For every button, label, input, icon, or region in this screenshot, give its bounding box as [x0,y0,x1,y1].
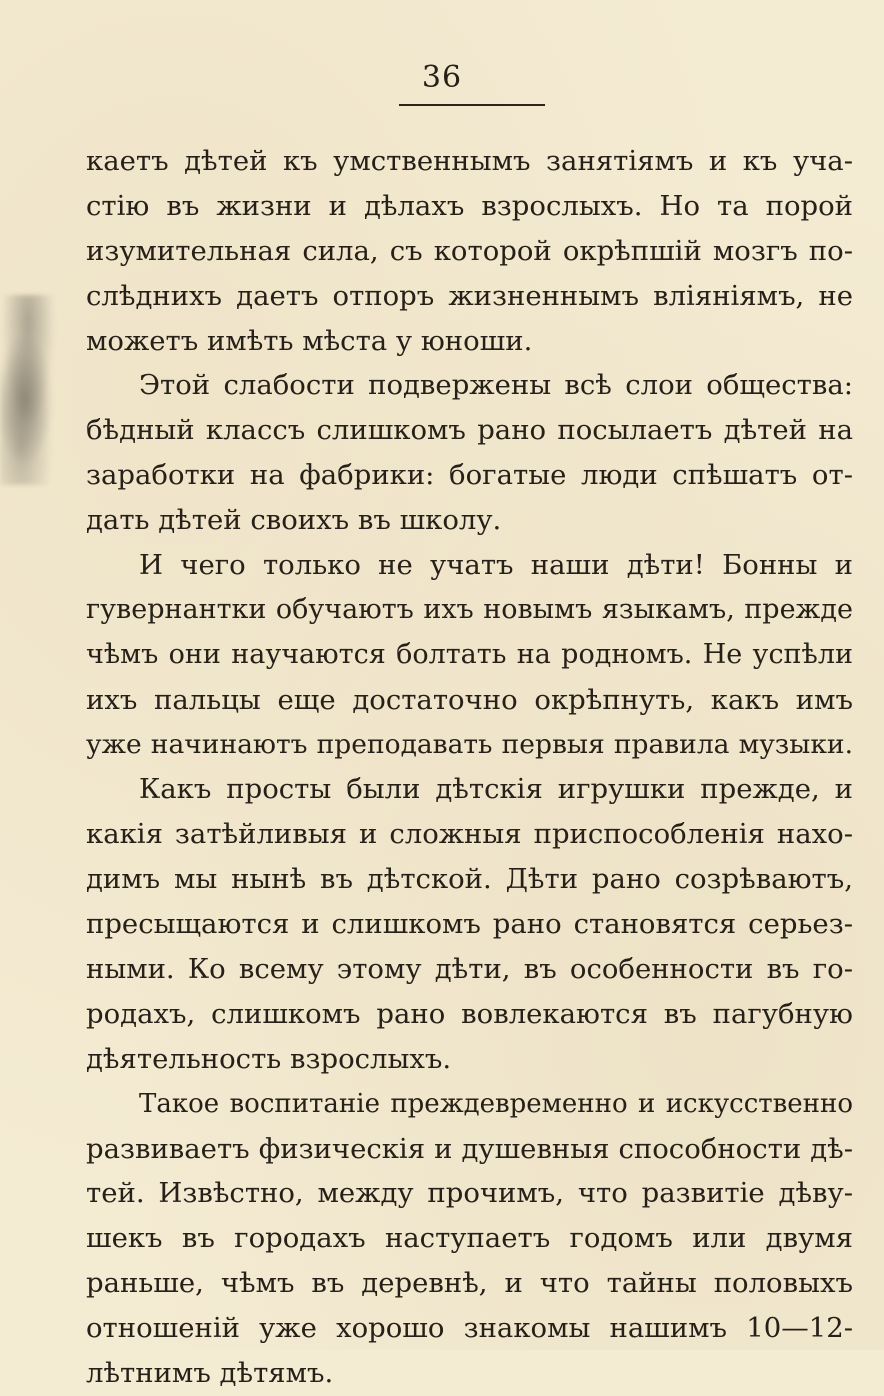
text-line: какія затѣйливыя и сложныя приспособленія нахо- [86,818,853,851]
text-line: можетъ имѣть мѣста у юноши. [86,324,533,357]
text-line: слѣднихъ даетъ отпоръ жизненнымъ вліяніямъ, не [86,279,853,312]
text-line: дать дѣтей своихъ въ школу. [86,504,502,537]
text-line: раньше, чѣмъ въ деревнѣ, и что тайны половыхъ [86,1267,853,1300]
text-line: Этой слабости подвержены всѣ слои общества: [139,369,853,402]
text-line: тей. Извѣстно, между прочимъ, что развитіе дѣву- [86,1177,853,1210]
text-line: развиваетъ физическія и душевныя способности дѣ- [86,1132,853,1165]
body-text [86,139,853,1396]
text-line: гувернантки обучаютъ ихъ новымъ языкамъ, прежде [86,593,853,625]
text-line: Такое воспитаніе преждевременно и искусственно [139,1088,853,1119]
text-line: шекъ въ городахъ наступаетъ годомъ или двумя [86,1222,853,1255]
text-line: каетъ дѣтей къ умственнымъ занятіямъ и къ уча- [86,145,853,177]
header-rule [399,104,545,106]
text-line: уже начинаютъ преподавать первыя правила музыки. [86,728,853,760]
text-line: родахъ, слишкомъ рано вовлекаются въ пагубную [86,997,853,1030]
text-line: чѣмъ они научаются болтать на родномъ. Не успѣли [86,638,853,670]
text-line: Какъ просты были дѣтскія игрушки прежде, и [139,773,853,806]
text-line: стію въ жизни и дѣлахъ взрослыхъ. Но та порой [86,189,853,222]
text-line: ихъ пальцы еще достаточно окрѣпнуть, какъ имъ [86,683,853,716]
text-line: дѣятельность взрослыхъ. [86,1042,452,1075]
ink-smudge [0,295,70,485]
text-line: И чего только не учатъ наши дѣти! Бонны и [139,549,853,582]
text-line: пресыщаются и слишкомъ рано становятся серьез- [86,908,853,941]
text-line: отношеній уже хорошо знакомы нашимъ 10—12- [86,1312,853,1345]
text-line: бѣдный классъ слишкомъ рано посылаетъ дѣтей на [86,414,853,447]
text-line: заработки на фабрики: богатые люди спѣшатъ от- [86,459,853,492]
text-line: лѣтнимъ дѣтямъ. [86,1357,334,1390]
text-line: димъ мы нынѣ въ дѣтской. Дѣти рано созрѣваютъ, [86,863,853,896]
text-line: изумительная сила, съ которой окрѣпшій мозгъ по- [86,234,853,267]
page-number: 36 [421,60,463,95]
text-line: ными. Ко всему этому дѣти, въ особенности въ го- [86,953,853,986]
